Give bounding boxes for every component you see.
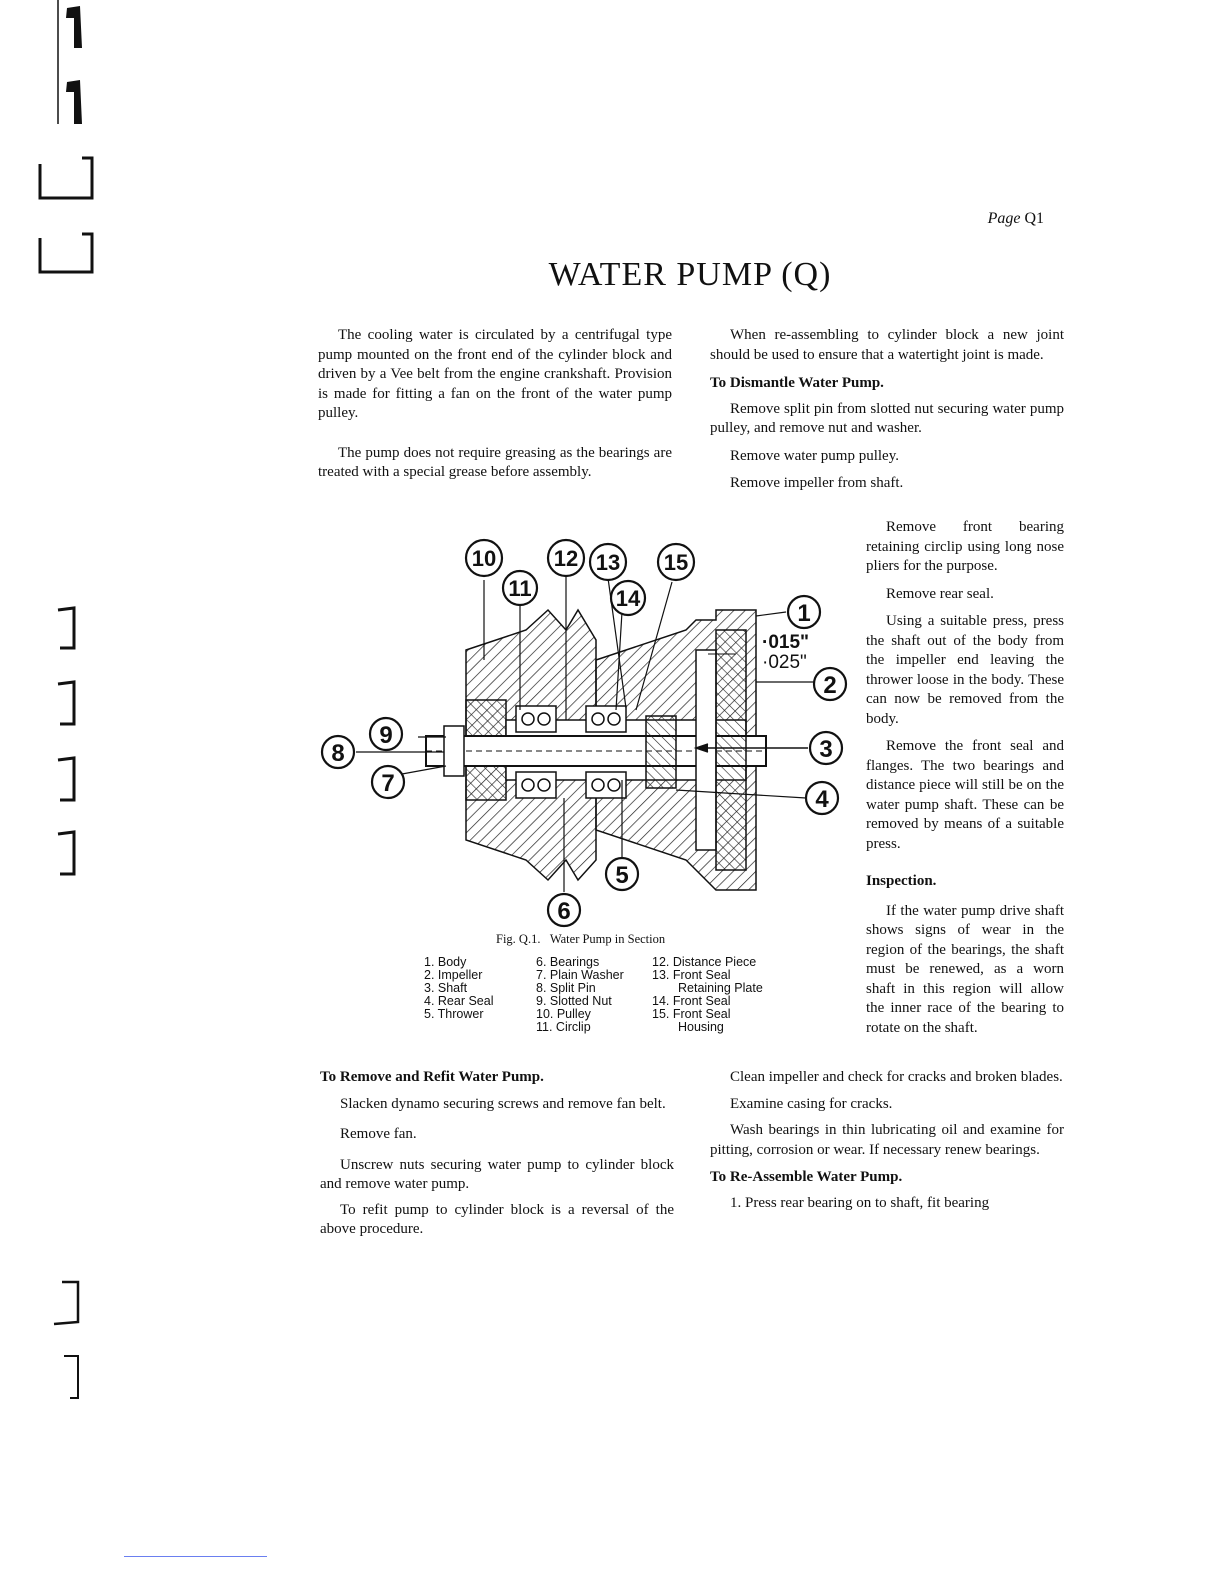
svg-text:15: 15	[663, 550, 689, 575]
legend-item: 4. Rear Seal	[424, 994, 494, 1008]
section-heading-reassemble: To Re-Assemble Water Pump.	[710, 1169, 903, 1185]
legend-item: Housing	[678, 1020, 724, 1034]
callout-9	[370, 718, 402, 750]
legend-item: 12. Distance Piece	[652, 955, 757, 969]
legend-item: 8. Split Pin	[536, 981, 596, 995]
clearance-min-label: ·015"	[762, 632, 810, 653]
inspection-step: Clean impeller and check for cracks and broken blades.	[730, 1069, 1063, 1085]
callout-4	[806, 782, 838, 814]
svg-text:7: 7	[381, 770, 395, 797]
legend-item: Retaining Plate	[678, 981, 763, 995]
callout-6	[548, 894, 580, 926]
callout-15	[658, 544, 694, 580]
page-title: WATER PUMP (Q)	[548, 256, 832, 293]
dismantle-step: Remove rear seal.	[886, 585, 994, 602]
legend-item: 5. Thrower	[424, 1007, 484, 1021]
svg-text:8: 8	[331, 740, 345, 767]
legend-item: 7. Plain Washer	[536, 968, 624, 982]
callout-12	[548, 540, 584, 576]
svg-text:9: 9	[379, 722, 393, 749]
legend-item: 9. Slotted Nut	[536, 994, 612, 1008]
figure-legend-col-2	[536, 956, 624, 1034]
legend-item: 6. Bearings	[536, 955, 600, 969]
svg-text:3: 3	[819, 736, 833, 763]
intro-paragraph: When re-assembling to cylinder block a new joint should be used to ensure that a watertight joint is made.	[710, 327, 1064, 363]
inspection-step: Examine casing for cracks.	[730, 1095, 893, 1112]
remove-refit-step: Remove fan.	[340, 1126, 417, 1142]
remove-refit-step: To refit pump to cylinder block is a reversal of the above procedure.	[320, 1201, 674, 1237]
legend-item: 1. Body	[424, 955, 467, 969]
clearance-max-label: ·025"	[762, 652, 807, 673]
dismantle-step: Remove water pump pulley.	[730, 447, 899, 464]
dismantle-step: Remove the front seal and flanges. The two bearings and distance piece will still be on the water pump shaft. These can be removed by means of a suitable press.	[866, 738, 1064, 852]
callout-14	[611, 581, 645, 615]
callout-11	[503, 571, 537, 605]
remove-refit-step: Unscrew nuts securing water pump to cylinder block and remove water pump.	[320, 1156, 674, 1192]
figure-legend-col-1	[424, 956, 493, 1021]
legend-item: 11. Circlip	[536, 1020, 591, 1034]
svg-text:11: 11	[508, 576, 532, 601]
svg-text:10: 10	[471, 546, 497, 571]
dismantle-step: Remove impeller from shaft.	[730, 475, 904, 491]
reassemble-step: 1. Press rear bearing on to shaft, fit bearing	[730, 1194, 990, 1211]
legend-item: 14. Front Seal	[652, 994, 731, 1008]
intro-paragraph: The cooling water is circulated by a centrifugal type pump mounted on the front end of the cylinder block and driven by a Vee belt from the engine crankshaft. Provision is made for fitting a fan on the front of the water pump pulley.	[318, 327, 672, 421]
callout-8	[322, 736, 354, 768]
intro-right-column	[710, 326, 1064, 502]
dismantle-step: Remove front bearing retaining circlip using long nose pliers for the purpose.	[866, 519, 1064, 574]
water-pump-section-diagram	[316, 530, 856, 930]
callout-3	[810, 732, 842, 764]
svg-text:1: 1	[797, 600, 811, 627]
legend-item: 13. Front Seal	[652, 968, 731, 982]
svg-text:4: 4	[815, 786, 829, 813]
callout-2	[814, 668, 846, 700]
inspection-step: Wash bearings in thin lubricating oil and examine for pitting, corrosion or wear. If necessary renew bearings.	[710, 1122, 1064, 1158]
intro-left-column	[318, 326, 672, 503]
svg-text:5: 5	[615, 862, 629, 889]
remove-refit-column	[320, 1068, 674, 1248]
svg-text:2: 2	[823, 672, 837, 699]
inspection-continued-column	[710, 1068, 1064, 1221]
callout-10	[466, 540, 502, 576]
section-heading-dismantle: To Dismantle Water Pump.	[710, 375, 884, 391]
svg-text:13: 13	[595, 550, 621, 575]
svg-text:6: 6	[557, 898, 571, 925]
callout-13	[590, 544, 626, 580]
callout-7	[372, 766, 404, 798]
legend-item: 15. Front Seal	[652, 1007, 731, 1021]
dismantle-step: Remove split pin from slotted nut securing water pump pulley, and remove nut and washer.	[710, 400, 1064, 436]
intro-paragraph: The pump does not require greasing as the bearings are treated with a special grease before assembly.	[318, 444, 672, 480]
inspection-text: If the water pump drive shaft shows signs of wear in the region of the bearings, the shaft must be renewed, as a worn shaft in this region will allow the inner race of the bearing to rotate on the shaft.	[866, 902, 1064, 1036]
dismantle-step: Using a suitable press, press the shaft out of the body from the impeller end leaving the thrower loose in the body. These can now be removed from the body.	[866, 613, 1064, 727]
callout-1	[788, 596, 820, 628]
legend-item: 3. Shaft	[424, 981, 468, 995]
legend-item: 10. Pulley	[536, 1007, 591, 1021]
svg-text:14: 14	[615, 586, 641, 611]
dismantle-side-column	[866, 518, 1064, 1046]
legend-item: 2. Impeller	[424, 968, 483, 982]
figure-legend-col-3	[652, 956, 763, 1034]
figure-caption: Fig. Q.1. Water Pump in Section	[496, 932, 666, 946]
callout-5	[606, 858, 638, 890]
binder-marks	[0, 0, 120, 1584]
section-heading-inspection: Inspection.	[866, 873, 937, 889]
svg-text:12: 12	[553, 546, 579, 571]
page-number: Page Q1	[987, 210, 1044, 227]
section-heading-remove-refit: To Remove and Refit Water Pump.	[320, 1069, 544, 1085]
remove-refit-step: Slacken dynamo securing screws and remove fan belt.	[340, 1095, 666, 1112]
footer-rule	[124, 1556, 267, 1557]
